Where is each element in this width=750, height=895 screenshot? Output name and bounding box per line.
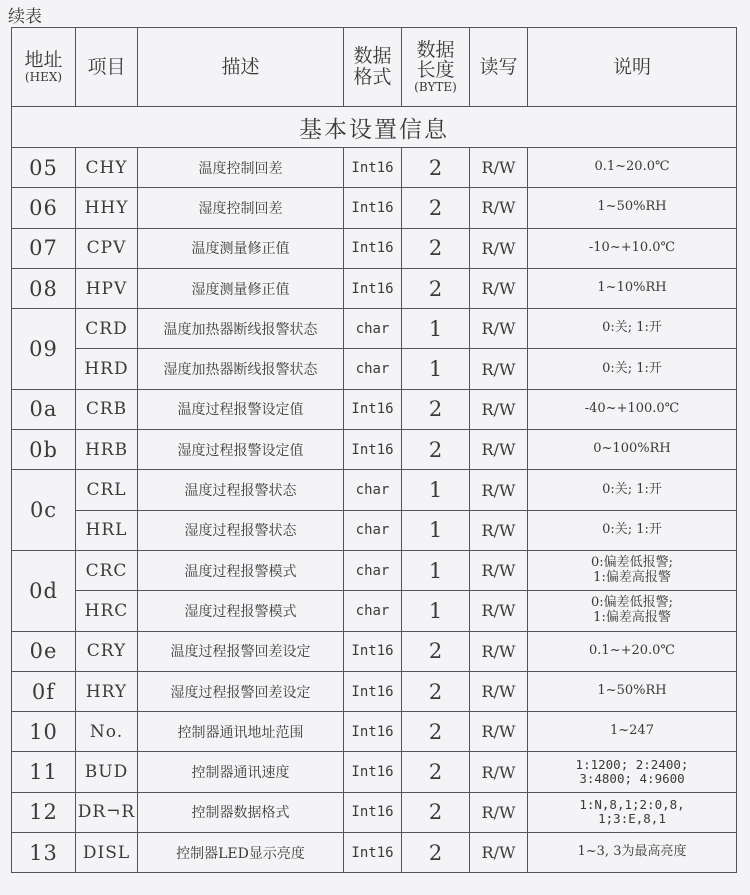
read-write-cell: R/W: [470, 833, 528, 873]
header-length: 数据长度 (BYTE): [402, 28, 470, 107]
length-cell: 2: [402, 671, 470, 711]
header-item: 项目: [76, 28, 138, 107]
read-write-cell: R/W: [470, 752, 528, 792]
note-cell: 0:关; 1:开: [528, 309, 737, 349]
length-cell: 1: [402, 510, 470, 550]
header-description: 描述: [138, 28, 344, 107]
item-cell: HRY: [76, 671, 138, 711]
length-cell: 1: [402, 349, 470, 389]
length-cell: 2: [402, 752, 470, 792]
table-row: [12, 550, 737, 590]
section-row: [12, 107, 737, 148]
table-row: [12, 228, 737, 268]
table-row: [12, 268, 737, 308]
read-write-cell: R/W: [470, 671, 528, 711]
format-cell: Int16: [344, 752, 402, 792]
address-cell: 13: [12, 833, 76, 873]
address-cell: 0d: [12, 550, 76, 631]
description-cell: 温度加热器断线报警状态: [138, 309, 344, 349]
table-row: [12, 148, 737, 188]
format-cell: Int16: [344, 188, 402, 228]
read-write-cell: R/W: [470, 148, 528, 188]
table-row: [12, 671, 737, 711]
format-cell: Int16: [344, 712, 402, 752]
note-cell: 1:1200; 2:2400; 3:4800; 4:9600: [528, 752, 737, 792]
table-row: [12, 712, 737, 752]
table-row: [12, 792, 737, 832]
table-row: [12, 470, 737, 510]
section-title: 基本设置信息: [12, 107, 737, 148]
note-cell: 1~3, 3为最高亮度: [528, 833, 737, 873]
header-format: 数据格式: [344, 28, 402, 107]
length-cell: 2: [402, 228, 470, 268]
table-caption: 续表: [8, 7, 42, 27]
note-cell: 1~50%RH: [528, 188, 737, 228]
address-cell: 11: [12, 752, 76, 792]
address-cell: 0b: [12, 430, 76, 470]
item-cell: CPV: [76, 228, 138, 268]
address-cell: 0c: [12, 470, 76, 551]
item-cell: HRB: [76, 430, 138, 470]
format-cell: Int16: [344, 671, 402, 711]
note-cell: 0~100%RH: [528, 430, 737, 470]
read-write-cell: R/W: [470, 268, 528, 308]
description-cell: 湿度过程报警设定值: [138, 430, 344, 470]
format-cell: Int16: [344, 833, 402, 873]
address-cell: 09: [12, 309, 76, 390]
header-note: 说明: [528, 28, 737, 107]
table-row: [12, 309, 737, 349]
table-row: [12, 752, 737, 792]
description-cell: 控制器数据格式: [138, 792, 344, 832]
length-cell: 1: [402, 309, 470, 349]
note-cell: 0.1~+20.0℃: [528, 631, 737, 671]
table-row: [12, 389, 737, 429]
address-cell: 07: [12, 228, 76, 268]
item-cell: CRY: [76, 631, 138, 671]
description-cell: 湿度控制回差: [138, 188, 344, 228]
length-cell: 2: [402, 188, 470, 228]
description-cell: 控制器LED显示亮度: [138, 833, 344, 873]
length-cell: 2: [402, 833, 470, 873]
read-write-cell: R/W: [470, 631, 528, 671]
description-cell: 温度测量修正值: [138, 228, 344, 268]
read-write-cell: R/W: [470, 510, 528, 550]
item-cell: CRC: [76, 550, 138, 590]
length-cell: 1: [402, 591, 470, 631]
note-cell: 0:偏差低报警; 1:偏差高报警: [528, 550, 737, 590]
format-cell: char: [344, 309, 402, 349]
format-cell: Int16: [344, 792, 402, 832]
format-cell: Int16: [344, 389, 402, 429]
length-cell: 2: [402, 430, 470, 470]
description-cell: 温度过程报警设定值: [138, 389, 344, 429]
address-cell: 12: [12, 792, 76, 832]
note-cell: 0:偏差低报警; 1:偏差高报警: [528, 591, 737, 631]
address-cell: 06: [12, 188, 76, 228]
read-write-cell: R/W: [470, 591, 528, 631]
format-cell: char: [344, 591, 402, 631]
item-cell: No.: [76, 712, 138, 752]
read-write-cell: R/W: [470, 309, 528, 349]
format-cell: char: [344, 349, 402, 389]
description-cell: 温度过程报警状态: [138, 470, 344, 510]
format-cell: Int16: [344, 148, 402, 188]
length-cell: 2: [402, 631, 470, 671]
item-cell: HPV: [76, 268, 138, 308]
item-cell: CRB: [76, 389, 138, 429]
read-write-cell: R/W: [470, 228, 528, 268]
length-cell: 2: [402, 148, 470, 188]
item-cell: CHY: [76, 148, 138, 188]
table-row: [12, 349, 737, 389]
format-cell: Int16: [344, 228, 402, 268]
item-cell: CRD: [76, 309, 138, 349]
read-write-cell: R/W: [470, 792, 528, 832]
description-cell: 温度过程报警模式: [138, 550, 344, 590]
address-cell: 0e: [12, 631, 76, 671]
table-row: [12, 510, 737, 550]
table-row: [12, 631, 737, 671]
note-cell: 1~50%RH: [528, 671, 737, 711]
note-cell: 0.1~20.0℃: [528, 148, 737, 188]
read-write-cell: R/W: [470, 389, 528, 429]
item-cell: DISL: [76, 833, 138, 873]
item-cell: HRL: [76, 510, 138, 550]
table-row: [12, 833, 737, 873]
note-cell: -40~+100.0℃: [528, 389, 737, 429]
header-address: 地址 (HEX): [12, 28, 76, 107]
read-write-cell: R/W: [470, 349, 528, 389]
read-write-cell: R/W: [470, 188, 528, 228]
note-cell: 1:N,8,1;2:0,8, 1;3:E,8,1: [528, 792, 737, 832]
header-read-write: 读写: [470, 28, 528, 107]
format-cell: char: [344, 550, 402, 590]
item-cell: HRD: [76, 349, 138, 389]
format-cell: Int16: [344, 268, 402, 308]
read-write-cell: R/W: [470, 430, 528, 470]
read-write-cell: R/W: [470, 550, 528, 590]
description-cell: 湿度过程报警模式: [138, 591, 344, 631]
description-cell: 温度过程报警回差设定: [138, 631, 344, 671]
length-cell: 2: [402, 712, 470, 752]
description-cell: 控制器通讯地址范围: [138, 712, 344, 752]
address-cell: 0f: [12, 671, 76, 711]
format-cell: char: [344, 510, 402, 550]
item-cell: DR¬R: [76, 792, 138, 832]
note-cell: -10~+10.0℃: [528, 228, 737, 268]
item-cell: CRL: [76, 470, 138, 510]
item-cell: HRC: [76, 591, 138, 631]
address-cell: 05: [12, 148, 76, 188]
length-cell: 2: [402, 389, 470, 429]
format-cell: Int16: [344, 631, 402, 671]
description-cell: 湿度加热器断线报警状态: [138, 349, 344, 389]
description-cell: 湿度过程报警回差设定: [138, 671, 344, 711]
item-cell: HHY: [76, 188, 138, 228]
description-cell: 温度控制回差: [138, 148, 344, 188]
format-cell: char: [344, 470, 402, 510]
read-write-cell: R/W: [470, 712, 528, 752]
read-write-cell: R/W: [470, 470, 528, 510]
header-row: [12, 28, 737, 107]
table-row: [12, 188, 737, 228]
register-table: [11, 27, 737, 873]
item-cell: BUD: [76, 752, 138, 792]
description-cell: 湿度过程报警状态: [138, 510, 344, 550]
table-row: [12, 591, 737, 631]
note-cell: 0:关; 1:开: [528, 510, 737, 550]
length-cell: 2: [402, 792, 470, 832]
note-cell: 0:关; 1:开: [528, 470, 737, 510]
length-cell: 1: [402, 470, 470, 510]
address-cell: 0a: [12, 389, 76, 429]
address-cell: 10: [12, 712, 76, 752]
length-cell: 2: [402, 268, 470, 308]
table-row: [12, 430, 737, 470]
length-cell: 1: [402, 550, 470, 590]
note-cell: 0:关; 1:开: [528, 349, 737, 389]
note-cell: 1~247: [528, 712, 737, 752]
address-cell: 08: [12, 268, 76, 308]
note-cell: 1~10%RH: [528, 268, 737, 308]
description-cell: 湿度测量修正值: [138, 268, 344, 308]
description-cell: 控制器通讯速度: [138, 752, 344, 792]
format-cell: Int16: [344, 430, 402, 470]
